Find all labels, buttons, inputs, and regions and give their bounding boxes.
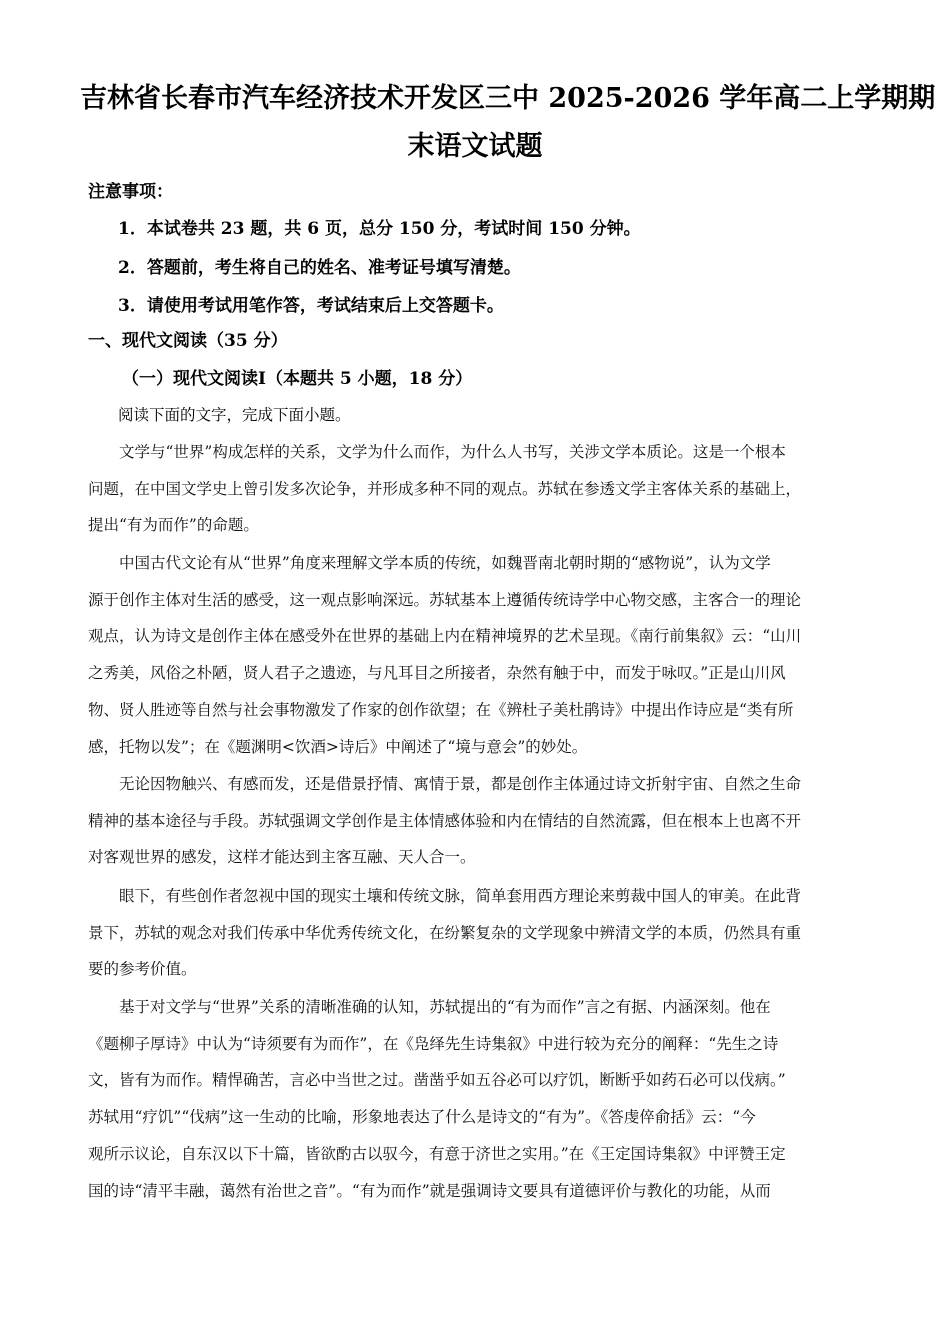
section-heading: 一、现代文阅读（35 分） (88, 331, 288, 351)
passage-line: 文，皆有为而作。精悍确苦，言必中当世之过。凿凿乎如五谷必可以疗饥，断断乎如药石必可以伐病。” (88, 1071, 786, 1090)
passage-line: 感，托物以发”；在《题渊明<饮酒>诗后》中阐述了“境与意会”的妙处。 (88, 737, 588, 756)
notes-heading: 注意事项： (88, 182, 173, 202)
passage-paragraph (88, 766, 863, 876)
passage-paragraph (88, 989, 863, 1209)
passage-line: 眼下，有些创作者忽视中国的现实土壤和传统文脉，简单套用西方理论来剪裁中国人的审美。在此背 (119, 887, 802, 905)
reading-instruction: 阅读下面的文字，完成下面小题。 (118, 406, 351, 424)
passage-line: 对客观世界的感发，这样才能达到主客互融、天人合一。 (88, 848, 476, 867)
passage-line: 景下，苏轼的观念对我们传承中华优秀传统文化，在纷繁复杂的文学现象中辨清文学的本质，仍然具有重 (88, 923, 802, 942)
passage-line: 问题，在中国文学史上曾引发多次论争，并形成多种不同的观点。苏轼在参透文学主客体关系的基础上， (88, 479, 802, 498)
passage-line: 国的诗“清平丰融，蔼然有治世之音”。“有为而作”就是强调诗文要具有道德评价与教化的功能，从而 (88, 1181, 771, 1200)
section-subheading: （一）现代文阅读Ⅰ（本题共 5 小题，18 分） (122, 369, 473, 389)
passage-line: 文学与“世界”构成怎样的关系，文学为什么而作，为什么人书写，关涉文学本质论。这是一个根本 (119, 443, 786, 461)
exam-title-line2: 末语文试题 (407, 131, 543, 162)
notes-item: 2．答题前，考生将自己的姓名、准考证号填写清楚。 (118, 258, 521, 278)
passage-line: 观所示议论，自东汉以下十篇，皆欲酌古以驭今，有意于济世之实用。”在《王定国诗集叙》中评赞王定 (88, 1144, 786, 1163)
passage-line: 苏轼用“疗饥”“伐病”这一生动的比喻，形象地表达了什么是诗文的“有为”。《答虔倅俞括》云：“今 (88, 1108, 756, 1127)
passage-line: 精神的基本途径与手段。苏轼强调文学创作是主体情感体验和内在情结的自然流露，但在根本上也离不开 (88, 811, 802, 830)
passage-line: 中国古代文论有从“世界”角度来理解文学本质的传统，如魏晋南北朝时期的“感物说”，认为文学 (119, 554, 771, 572)
passage-line: 源于创作主体对生活的感受，这一观点影响深远。苏轼基本上遵循传统诗学中心物交感，主客合一的理论 (88, 590, 802, 609)
passage-line: 无论因物触兴、有感而发，还是借景抒情、寓情于景，都是创作主体通过诗文折射宇宙、自然之生命 (119, 775, 802, 793)
passage-line: 物、贤人胜迹等自然与社会事物激发了作家的创作欲望；在《辨杜子美杜鹃诗》中提出作诗应是“类有所 (88, 700, 794, 719)
passage-paragraph (88, 434, 863, 544)
passage-line: 要的参考价值。 (88, 960, 197, 979)
passage-line: 观点，认为诗文是创作主体在感受外在世界的基础上内在精神境界的艺术呈现。《南行前集叙》云：“山川 (88, 627, 802, 646)
passage-line: 《题柳子厚诗》中认为“诗须要有为而作”，在《凫绎先生诗集叙》中进行较为充分的阐释：“先生之诗 (88, 1034, 779, 1053)
exam-title-line1: 吉林省长春市汽车经济技术开发区三中 2025-2026 学年高二上学期期 (80, 83, 936, 114)
passage-line: 基于对文学与“世界”关系的清晰准确的认知，苏轼提出的“有为而作”言之有据、内涵深刻。他在 (119, 998, 771, 1016)
notes-item: 3．请使用考试用笔作答，考试结束后上交答题卡。 (118, 296, 504, 316)
passage-paragraph (88, 878, 863, 988)
passage-paragraph (88, 545, 863, 765)
notes-item: 1．本试卷共 23 题，共 6 页，总分 150 分，考试时间 150 分钟。 (118, 219, 641, 239)
passage-line: 提出“有为而作”的命题。 (88, 516, 259, 535)
passage-line: 之秀美，风俗之朴陋，贤人君子之遗迹，与凡耳目之所接者，杂然有触于中，而发于咏叹。”正是山川风 (88, 664, 786, 683)
